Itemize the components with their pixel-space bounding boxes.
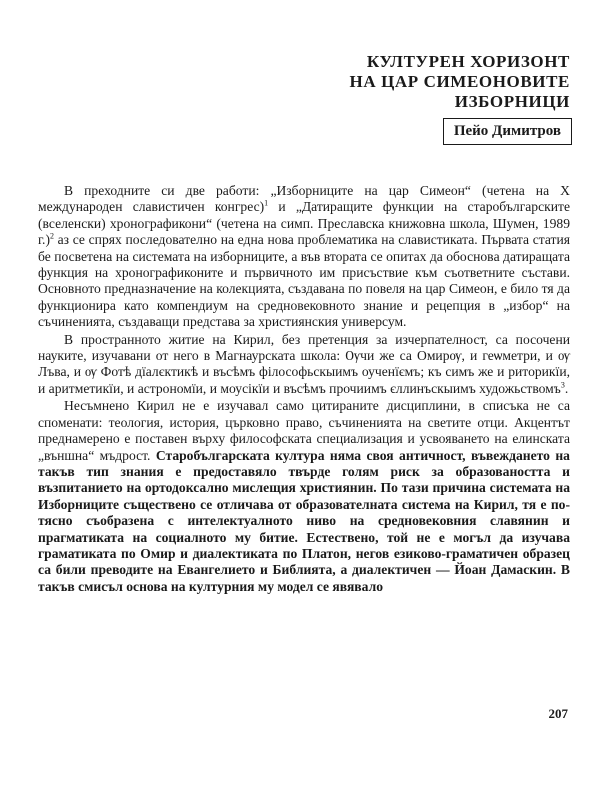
footnote-ref-3: 3 — [560, 380, 565, 390]
paragraph-2 — [38, 332, 570, 398]
paragraph-3-text-bold: Старобългарската култура няма своя античност, въвеждането на такъв тип знания е предоставяло твърде голям риск за образоваността и възпитанието на ортодоксално мислещия християнин. По тази причина системата на Изборниците съществено се отличава от образователната система на Кирил, тя е по-тясно съобразена с интелектуалното ниво на средновековния славянин и прагматиката на социалното му битие. Естествено, той не е могъл да изучава граматиката по Омир и диалектиката по Платон, негов езиково-граматичен образец са били преводите на Евангелието и Библията, а диалектичен — Йоан Дамаскин. В такъв смисъл основа на културния му модел се явявало — [38, 447, 570, 594]
paragraph-1-text-c: аз се спрях последователно на една нова проблематика на славистиката. Първата статия бе посветена на системата на изборниците, а във втората се опитах да обосновa датиращата функция на хронографиконите и първичното им присъствие към съответните състави. Основното предназначение на колекцията, създавана по повеля на цар Симеон, е било тя да функционира като компендиум на средновековното знание и рецепция в „избор“ на съчиненията, създаващи представа за християнския универсум. — [38, 232, 570, 330]
paragraph-3 — [38, 398, 570, 595]
paragraph-3-text-normal: Несъмнено Кирил не е изучавал само цитираните дисциплини, в списъка не са споменати: теология, история, църковно право, съчиненията на светите отци. Акцентът преднамерено е поставен върху философската специализация и усвояването на елинската „външна“ мъдрост. — [38, 398, 570, 463]
title-line-3: ИЗБОРНИЦИ — [454, 92, 570, 111]
author-name-box — [443, 118, 572, 145]
paragraph-1-text-a: В преходните си две работи: „Изборниците на цар Симеон“ (четена на X международен славистичен конгрес) — [38, 183, 570, 215]
author-name: Пейо Димитров — [453, 123, 561, 139]
title-line-2: НА ЦАР СИМЕОНОВИТЕ — [349, 72, 570, 91]
article-body — [38, 183, 570, 595]
paragraph-2-text-a: В пространното житие на Кирил, без претенция за изчерпателност, са посочени науките, изучавани от него в Магнаурската школа: Ѹчи же са Омирѹ, и геѡметри, и ѹ Лъва, и ѹ Фотѣ дїалєктикѣ и въсѣмъ філософьскыимъ оученїємъ; къ симъ же и риторикїи, и аритметикїи, и астрономїи, и моусікїи и въсѣмъ прочиимъ єллинъскыимъ художьствомъ — [38, 331, 570, 396]
article-title — [350, 52, 570, 112]
paragraph-1 — [38, 183, 570, 331]
title-line-1: КУЛТУРЕН ХОРИЗОНТ — [366, 52, 570, 71]
paragraph-2-text-b: . — [564, 380, 569, 396]
paragraph-1-text-b: и „Датиращите функции на старобългарските (вселенски) хронографикони“ (четена на симп. Преславска книжовна школа, Шумен, 1989 г.) — [38, 199, 570, 248]
footnote-ref-2: 2 — [49, 231, 54, 241]
footnote-ref-1: 1 — [264, 198, 269, 208]
page-number: 207 — [548, 706, 568, 721]
